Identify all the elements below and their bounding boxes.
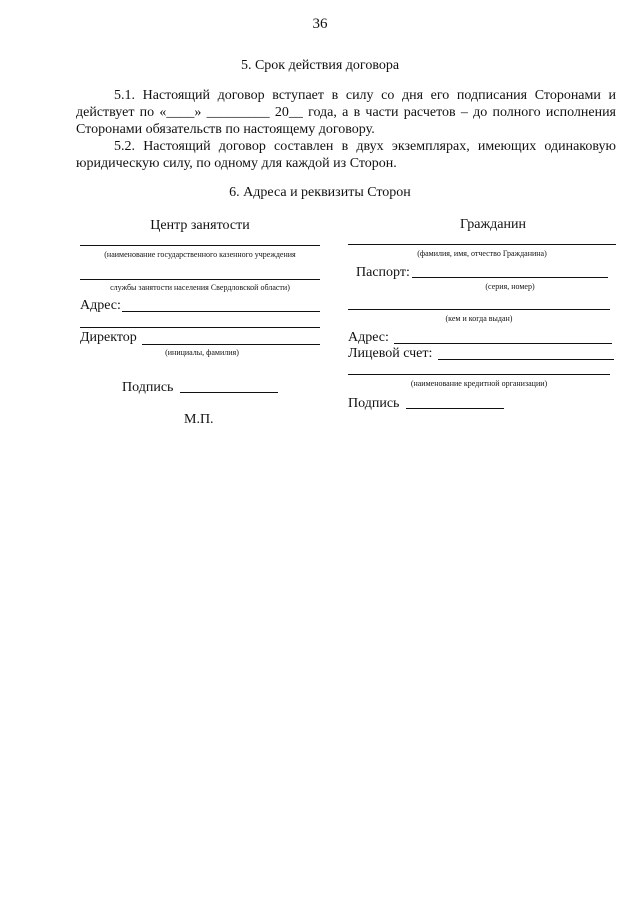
account-line[interactable] [438,359,614,360]
institution-name-caption: (наименование государственного казенного учреждения [104,250,296,259]
director-label: Директор [80,330,137,345]
passport-caption: (серия, номер) [485,282,535,291]
right-sign-label: Подпись [348,396,400,411]
passport-issued-caption: (кем и когда выдан) [445,314,513,323]
director-line[interactable] [142,344,320,345]
employment-center-heading: Центр занятости [150,218,250,233]
passport-line[interactable] [412,277,608,278]
institution-name-line-2[interactable] [80,279,320,280]
citizen-fio-caption: (фамилия, имя, отчество Гражданина) [417,249,547,258]
paragraph-5-1 [76,87,616,138]
section-5-title: 5. Срок действия договора [240,58,400,73]
page-number: 36 [312,16,328,32]
left-sign-line[interactable] [180,392,278,393]
paragraph-5-1-text: 5.1. Настоящий договор вступает в силу со дня его подписания Сторонами и действует по «____» _________ 20__ года, а в части расчетов – до полного исполнения Сторонами обязательств по настоящему договору. [76,88,616,137]
stamp-label: М.П. [184,412,214,427]
right-address-label: Адрес: [348,330,389,345]
account-label: Лицевой счет: [348,346,433,361]
institution-name-line[interactable] [80,245,320,246]
citizen-fio-line[interactable] [348,244,616,245]
passport-label: Паспорт: [356,265,410,280]
left-address-line-2[interactable] [80,327,320,328]
section-6-title: 6. Адреса и реквизиты Сторон [229,185,411,200]
right-sign-line[interactable] [406,408,504,409]
institution-name-caption-2: службы занятости населения Свердловской области) [110,283,290,292]
bank-name-caption: (наименование кредитной организации) [410,379,548,388]
left-sign-label: Подпись [122,380,174,395]
director-caption: (инициалы, фамилия) [165,348,239,357]
passport-issued-line[interactable] [348,309,610,310]
left-address-label: Адрес: [80,298,121,313]
left-address-line[interactable] [122,311,320,312]
citizen-heading: Гражданин [460,217,526,232]
paragraph-5-2-text: 5.2. Настоящий договор составлен в двух экземплярах, имеющих одинаковую юридическую силу, по одному для каждой из Сторон. [76,139,616,171]
bank-name-line[interactable] [348,374,610,375]
right-address-line[interactable] [394,343,612,344]
paragraph-5-2 [76,138,616,172]
